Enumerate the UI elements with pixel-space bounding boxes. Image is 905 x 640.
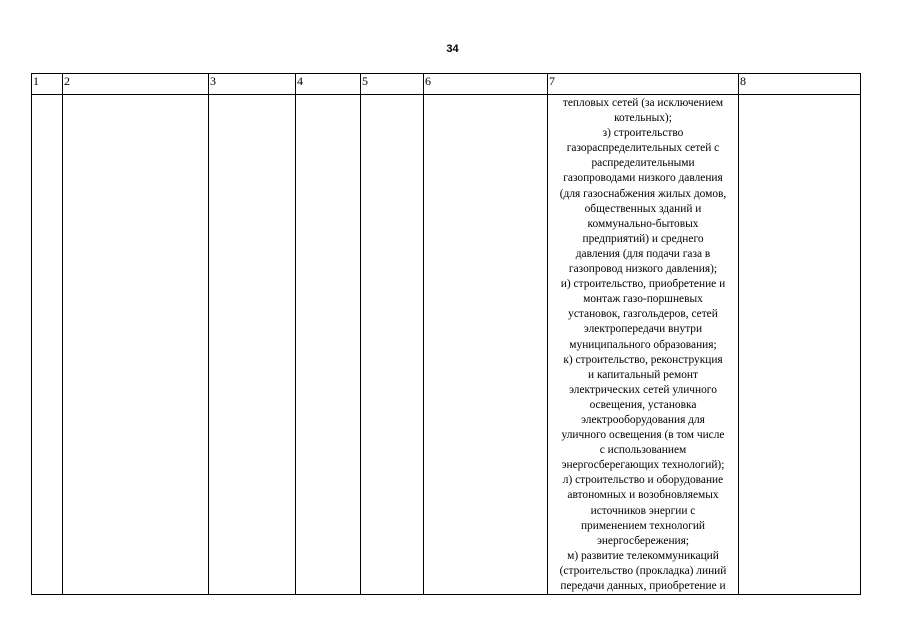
cell-col-7	[548, 95, 739, 595]
text-line: (для газоснабжения жилых домов,	[559, 187, 727, 200]
text-line: газопроводами низкого давления	[563, 172, 723, 185]
text-line: давления (для подачи газа в	[575, 247, 711, 260]
text-line: с использованием	[599, 444, 687, 457]
text-line: к) строительство, реконструкция	[563, 353, 723, 366]
text-line: энергосберегающих технологий);	[561, 459, 725, 472]
header-row	[32, 74, 861, 95]
cell-col-4	[296, 95, 361, 595]
text-line: коммунально-бытовых	[587, 217, 699, 230]
text-line: м) развитие телекоммуникаций	[567, 549, 719, 562]
cell-col-2	[63, 95, 209, 595]
text-line: л) строительство и оборудование	[562, 474, 724, 487]
measures-text	[548, 95, 738, 594]
text-line: энергосбережения;	[596, 534, 690, 547]
table-row	[32, 95, 861, 595]
column-header-6: 6	[424, 74, 548, 95]
cell-col-1	[32, 95, 63, 595]
cell-col-5	[361, 95, 424, 595]
column-header-4: 4	[296, 74, 361, 95]
text-line: з) строительство	[602, 127, 684, 140]
text-line: электрических сетей уличного	[569, 383, 717, 396]
text-line: распределительными	[591, 157, 695, 170]
text-line: и) строительство, приобретение и	[560, 278, 726, 291]
text-line: установок, газгольдеров, сетей	[568, 308, 718, 321]
text-line: и капитальный ремонт	[588, 368, 698, 381]
column-header-8: 8	[739, 74, 861, 95]
text-line: тепловых сетей (за исключением	[562, 97, 724, 109]
cell-col-3	[209, 95, 296, 595]
text-line: (строительство (прокладка) линий	[559, 564, 727, 577]
text-line: автономных и возобновляемых	[567, 489, 719, 502]
text-line: газораспределительных сетей с	[566, 142, 720, 155]
text-line: газопровод низкого давления);	[568, 263, 718, 276]
text-line: электрооборудования для	[581, 413, 705, 426]
text-line: передачи данных, приобретение и	[560, 580, 726, 592]
text-line: предприятий) и среднего	[582, 232, 704, 245]
column-header-7: 7	[548, 74, 739, 95]
text-line: источников энергии с	[590, 504, 696, 517]
text-line: уличного освещения (в том числе	[561, 429, 725, 442]
column-header-2: 2	[63, 74, 209, 95]
text-line: монтаж газо-поршневых	[583, 293, 703, 306]
document-table	[31, 73, 861, 595]
text-line: общественных зданий и	[584, 202, 702, 215]
page-number: 34	[446, 43, 459, 55]
text-line: электропередачи внутри	[583, 323, 703, 336]
column-header-1: 1	[32, 74, 63, 95]
column-header-3: 3	[209, 74, 296, 95]
text-line: котельных);	[614, 112, 672, 125]
text-line: муниципального образования;	[569, 338, 717, 351]
cell-col-6	[424, 95, 548, 595]
text-line: освещения, установка	[589, 398, 697, 411]
text-line: применением технологий	[580, 519, 706, 532]
column-header-5: 5	[361, 74, 424, 95]
cell-col-8	[739, 95, 861, 595]
